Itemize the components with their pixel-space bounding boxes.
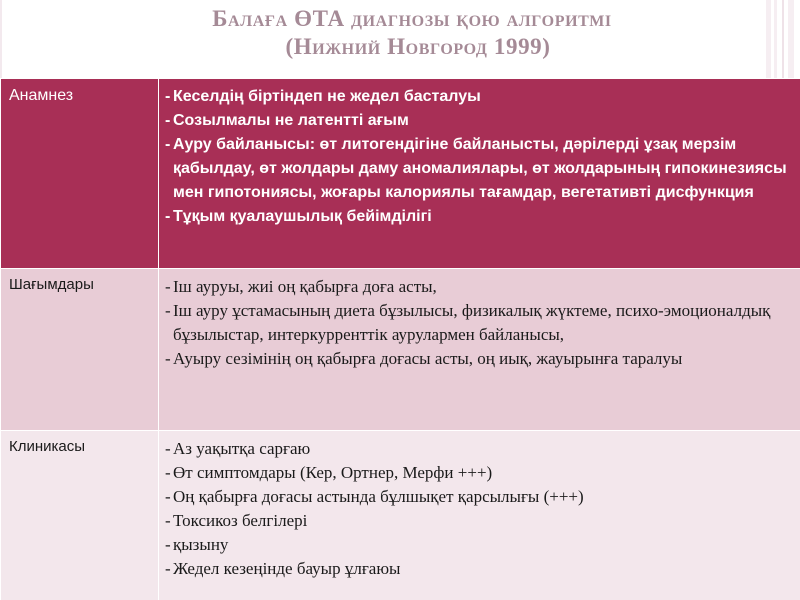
table-row-complaints — [1, 269, 800, 431]
item-list — [165, 85, 794, 229]
table-row-anamnesis — [1, 79, 800, 269]
list-item: - Іш ауру ұстамасының диета бұзылысы, физикалық жүктеме, психо-эмоционалдық бұзылыстар, интеркурренттік аурулармен байланысы, — [165, 301, 771, 344]
list-item: - Ауыру сезімінің оң қабырға доғасы асты, оң иық, жауырынға таралуы — [165, 349, 683, 368]
row-content — [159, 79, 800, 269]
slide-title: Балаға ӨТА диагнозы қою алгоритмі — [212, 6, 612, 31]
list-item: - Ауру байланысы: өт литогендігіне байланысты, дәрілерді ұзақ мерзім қабылдау, өт жолдары даму аномалиялары, өт жолдарының гипокинезиясы мен гипотониясы, жоғары калориялы тағамдар, вегетативті дисфункция — [165, 136, 787, 201]
algorithm-table-container — [0, 78, 800, 600]
list-item: - Жедел кезеңінде бауыр ұлғаюы — [165, 559, 401, 578]
algorithm-table — [0, 78, 800, 600]
row-label: Анамнез — [1, 79, 159, 269]
row-content — [159, 431, 800, 600]
item-list — [165, 275, 794, 371]
decorative-stripe — [0, 0, 2, 78]
list-item: - Тұқым қуалаушылық бейімділігі — [165, 208, 432, 225]
list-item: - Аз уақытқа сарғаю — [165, 439, 311, 458]
list-item: - Оң қабырға доғасы астында бұлшықет қарсылығы (+++) — [165, 487, 584, 506]
list-item: - Токсикоз белгілері — [165, 511, 308, 530]
list-item: - Өт симптомдары (Кер, Ортнер, Мерфи +++) — [165, 463, 493, 482]
list-item: - Созылмалы не латентті ағым — [165, 112, 409, 129]
list-item: - Іш ауруы, жиі оң қабырға доға асты, — [165, 277, 437, 296]
row-content — [159, 269, 800, 431]
table-row-clinical — [1, 431, 800, 600]
row-label: Клиникасы — [1, 431, 159, 600]
slide-subtitle: (Нижний Новгород 1999) — [285, 34, 551, 59]
list-item: - қызыну — [165, 535, 229, 554]
row-label: Шағымдары — [1, 269, 159, 431]
list-item: - Кеселдің біртіндеп не жедел басталуы — [165, 88, 481, 105]
item-list — [165, 437, 794, 581]
